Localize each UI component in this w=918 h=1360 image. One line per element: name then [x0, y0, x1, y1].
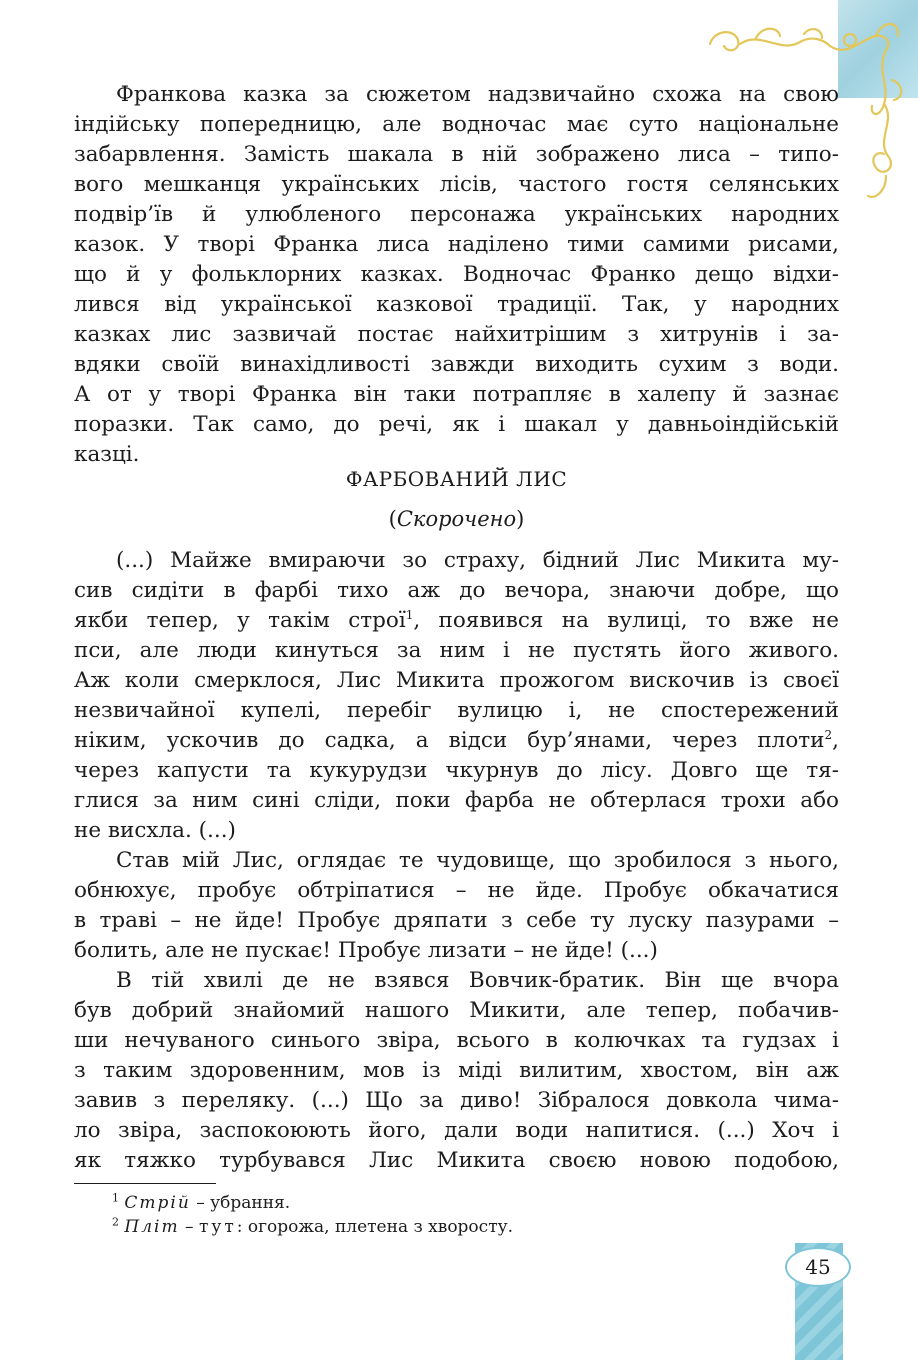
story-line: глися за ним сині сліди, поки фарба не обтерлася трохи або — [74, 788, 839, 813]
footnote-1: $^1$ Стрій – убрання. — [112, 1191, 291, 1213]
story-line: через капусти та кукурудзи чкурнув до лісу. Довго ще тя- — [74, 758, 839, 783]
intro-line: казок. У творі Франка лиса наділено тими самими рисами, — [74, 232, 839, 257]
story-line: не висхла. (...) — [74, 818, 236, 843]
intro-paragraph — [74, 80, 839, 470]
intro-line: що й у фольклорних казках. Водночас Франко дещо відхи- — [74, 262, 839, 287]
story-line: болить, але не пускає! Пробує лизати – не йде! (...) — [74, 938, 658, 963]
story-line: ніким, ускочив до садка, а відси бур’янами, через плоти$^2$, — [74, 727, 839, 753]
story-line: Став мій Лис, оглядає те чудовище, що зробилося з нього, — [116, 848, 839, 873]
story-title: ФАРБОВАНИЙ ЛИС — [345, 467, 568, 491]
intro-line: казці. — [74, 442, 140, 467]
story-line: пси, але люди кинуться за ним і не пустять його живого. — [74, 638, 839, 663]
footnote-2: $^2$ Пліт – тут: огорожа, плетена з хворосту. — [112, 1215, 513, 1237]
story-text — [74, 546, 839, 1176]
intro-line: поразки. Так само, до речі, як і шакал у давньоіндійській — [74, 412, 839, 437]
intro-line: лився від української казкової традиції. Так, у народних — [74, 292, 839, 317]
footnote-divider — [74, 1183, 216, 1184]
story-line: (...) Майже вмираючи зо страху, бідний Лис Микита му- — [116, 548, 839, 573]
story-line: Аж коли смерклося, Лис Микита прожогом вискочив із своєї — [74, 668, 839, 693]
story-subtitle: (Скорочено) — [388, 507, 525, 531]
story-line: ло звіра, заспокоюють його, дали води напитися. (...) Хоч і — [74, 1118, 839, 1143]
story-line: обнюхує, пробує обтріпатися – не йде. Пробує обкачатися — [74, 878, 839, 903]
story-line: В тій хвилі де не взявся Вовчик-братик. Він ще вчора — [116, 968, 839, 993]
footnote-ref-1: 1 — [405, 607, 414, 622]
footnote-ref-2: 2 — [824, 727, 833, 742]
page-number: 45 — [785, 1247, 851, 1287]
story-line: з таким здоровенним, мов із міді вилитим, хвостом, він аж — [74, 1058, 839, 1083]
intro-line: подвір’їв й улюбленого персонажа українських народних — [74, 202, 839, 227]
story-line: був добрий знайомий нашого Микити, але тепер, побачив- — [74, 998, 839, 1023]
intro-line: А от у творі Франка він таки потрапляє в халепу й зазнає — [74, 382, 839, 407]
story-line: якби тепер, у такім строї$^1$, появився на вулиці, то вже не — [74, 607, 839, 633]
intro-line: індійську попередницю, але водночас має суто національне — [74, 112, 839, 137]
story-line: як тяжко турбувався Лис Микита своєю новою подобою, — [74, 1148, 839, 1173]
intro-line: Франкова казка за сюжетом надзвичайно схожа на свою — [116, 82, 839, 107]
story-line: в траві – не йде! Пробує дряпати з себе ту луску пазурами – — [74, 908, 839, 933]
story-line: незвичайної купелі, перебіг вулицю і, не спостережений — [74, 698, 839, 723]
intro-line: вого мешканця українських лісів, частого гостя селянських — [74, 172, 839, 197]
intro-line: забарвлення. Замість шакала в ній зображено лиса – типо- — [74, 142, 839, 167]
intro-line: казках лис зазвичай постає найхитрішим з хитрунів і за- — [74, 322, 839, 347]
intro-line: вдяки своїй винахідливості завжди виходить сухим з води. — [74, 352, 839, 377]
story-line: сив сидіти в фарбі тихо аж до вечора, знаючи добре, що — [74, 578, 839, 603]
story-line: завив з переляку. (...) Що за диво! Зібралося довкола чима- — [74, 1088, 839, 1113]
story-line: ши нечуваного синього звіра, всього в колючках та гудзах і — [74, 1028, 839, 1053]
